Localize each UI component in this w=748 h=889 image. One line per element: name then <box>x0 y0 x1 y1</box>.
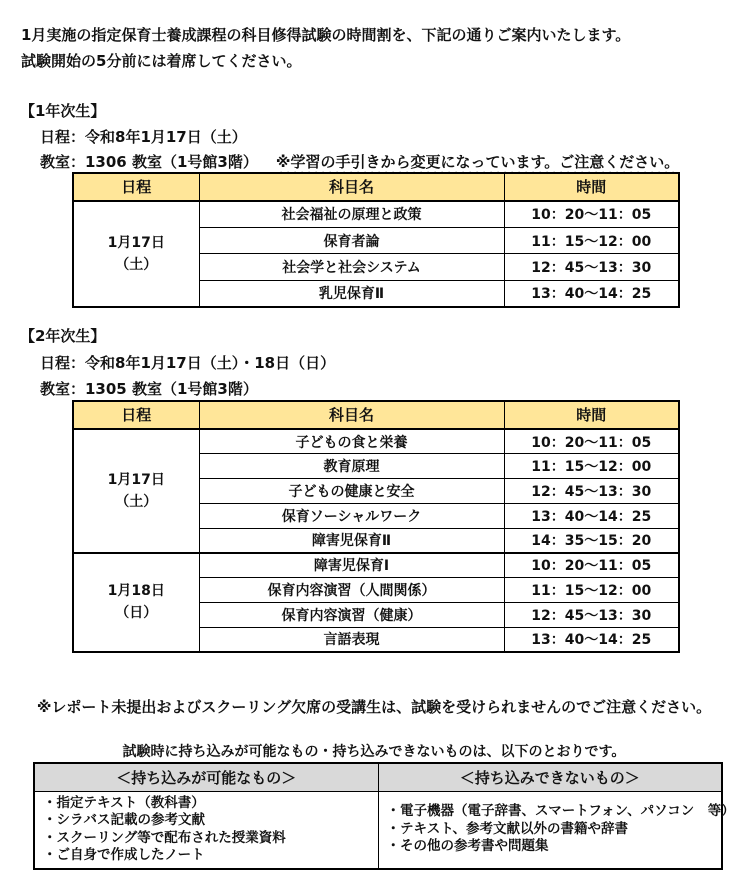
subject-cell: 子どもの食と栄養 <box>199 429 504 454</box>
allowed-items-cell <box>34 791 378 869</box>
header-cell-date: 日程 <box>73 401 199 429</box>
subject-cell: 社会福祉の原理と政策 <box>199 201 504 228</box>
time-cell: 13：40～14：25 <box>504 627 679 652</box>
subject-cell: 保育ソーシャルワーク <box>199 503 504 528</box>
date-line1: 1月18日 <box>107 583 165 600</box>
time-cell: 11：15～12：00 <box>504 227 679 254</box>
year1-schedule-table <box>72 172 680 308</box>
header-cell-time: 時間 <box>504 401 679 429</box>
subject-cell: 言語表現 <box>199 627 504 652</box>
year2-section-title: 【2年次生】 <box>20 327 106 345</box>
table-header-row <box>73 401 679 429</box>
subject-cell: 教育原理 <box>199 454 504 479</box>
intro-line-1: 1月実施の指定保育士養成課程の科目修得試験の時間割を、下記の通りご案内いたします。 <box>21 26 631 44</box>
header-cell-allowed: ＜持ち込みが可能なもの＞ <box>34 763 378 791</box>
year2-date-line: 日程：令和8年1月17日（土）・18日（日） <box>40 354 336 372</box>
bring-items-intro: 試験時に持ち込みが可能なもの・持ち込みできないものは、以下のとおりです。 <box>122 744 626 760</box>
time-cell: 10：20～11：05 <box>504 201 679 228</box>
not-allowed-item: ・その他の参考書や問題集 <box>386 838 549 855</box>
subject-cell: 保育内容演習（健康） <box>199 602 504 627</box>
year2-schedule-table <box>72 400 680 653</box>
subject-cell: 社会学と社会システム <box>199 254 504 281</box>
subject-cell: 乳児保育Ⅱ <box>199 280 504 307</box>
not-allowed-item: ・電子機器（電子辞書、スマートフォン、パソコン 等） <box>386 803 735 820</box>
table-row <box>73 429 679 454</box>
header-cell-subject: 科目名 <box>199 173 504 201</box>
year1-room-text: 教室：1306 教室（1号館3階） <box>40 153 258 171</box>
year1-section-title: 【1年次生】 <box>20 102 106 120</box>
year1-date-line: 日程：令和8年1月17日（土） <box>40 128 247 146</box>
time-cell: 14：35～15：20 <box>504 528 679 553</box>
table-row <box>73 201 679 228</box>
time-cell: 12：45～13：30 <box>504 254 679 281</box>
bring-items-table <box>33 762 735 870</box>
date-cell <box>73 201 199 307</box>
time-cell: 13：40～14：25 <box>504 503 679 528</box>
time-cell: 10：20～11：05 <box>504 429 679 454</box>
date-line1: 1月17日 <box>107 234 165 251</box>
header-cell-not-allowed: ＜持ち込みできないもの＞ <box>378 763 722 791</box>
not-allowed-item: ・テキスト、参考文献以外の書籍や辞書 <box>386 820 629 837</box>
date-cell <box>73 553 199 652</box>
allowed-item: ・スクーリング等で配布された授業資料 <box>43 829 286 846</box>
table-header-row <box>34 763 722 791</box>
allowed-item: ・指定テキスト（教科書） <box>43 794 205 811</box>
date-line1: 1月17日 <box>107 471 165 488</box>
report-warning-note: ※レポート未提出およびスクーリング欠席の受講生は、試験を受けられませんのでご注意ください。 <box>36 698 712 716</box>
time-cell: 11：15～12：00 <box>504 454 679 479</box>
intro-line-2: 試験開始の5分前には着席してください。 <box>21 52 302 70</box>
year2-room-line: 教室：1305 教室（1号館3階） <box>40 380 258 398</box>
subject-cell: 子どもの健康と安全 <box>199 478 504 503</box>
date-line2: （日） <box>115 605 158 622</box>
year1-room-line <box>40 151 679 172</box>
time-cell: 13：40～14：25 <box>504 280 679 307</box>
time-cell: 11：15～12：00 <box>504 578 679 603</box>
time-cell: 12：45～13：30 <box>504 602 679 627</box>
allowed-item: ・ご自身で作成したノート <box>43 847 205 863</box>
subject-cell: 障害児保育Ⅰ <box>199 553 504 578</box>
subject-cell: 障害児保育Ⅱ <box>199 528 504 553</box>
header-cell-subject: 科目名 <box>199 401 504 429</box>
table-row <box>34 791 722 869</box>
time-cell: 10：20～11：05 <box>504 553 679 578</box>
time-cell: 12：45～13：30 <box>504 478 679 503</box>
year1-room-change-warning: ※学習の手引きから変更になっています。ご注意ください。 <box>275 153 680 171</box>
table-row <box>73 553 679 578</box>
subject-cell: 保育者論 <box>199 227 504 254</box>
header-cell-date: 日程 <box>73 173 199 201</box>
allowed-item: ・シラバス記載の参考文献 <box>43 812 205 828</box>
date-line2: （土） <box>115 493 158 510</box>
header-cell-time: 時間 <box>504 173 679 201</box>
not-allowed-items-cell <box>378 791 735 869</box>
subject-cell: 保育内容演習（人間関係） <box>199 578 504 603</box>
date-cell <box>73 429 199 553</box>
table-header-row <box>73 173 679 201</box>
date-line2: （土） <box>115 256 158 273</box>
